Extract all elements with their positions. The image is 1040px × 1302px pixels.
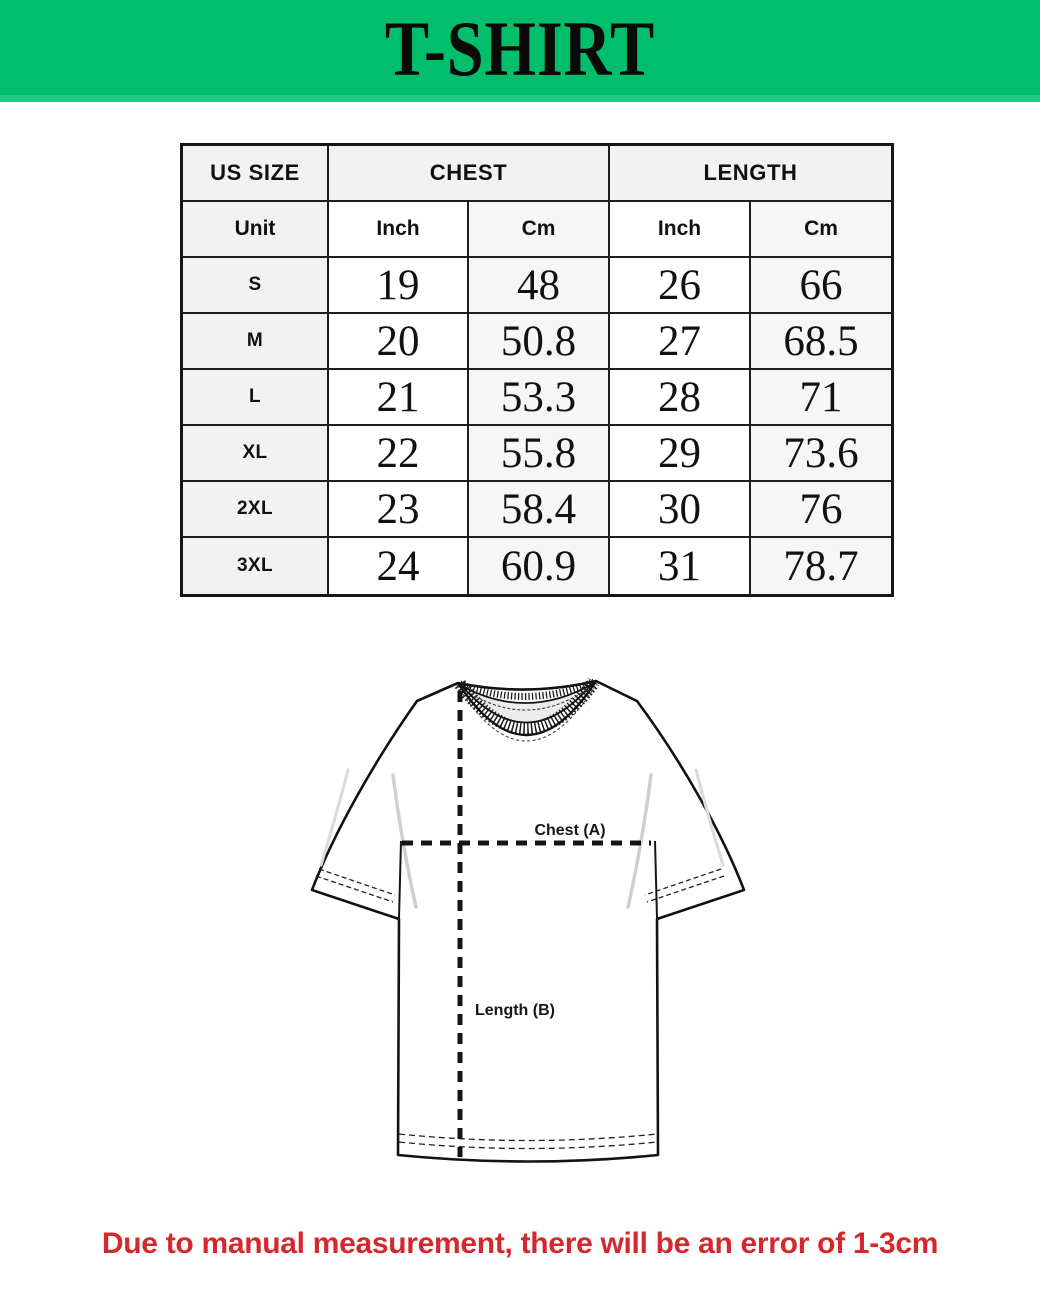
chest-measure-label: Chest (A) <box>534 822 606 839</box>
length-measure-label: Length (B) <box>475 1002 555 1019</box>
length-inch-value: 29 <box>610 426 751 482</box>
page-title: T-SHIRT <box>384 5 656 92</box>
length-cm-value: 68.5 <box>751 314 891 370</box>
chest-cm-value: 53.3 <box>469 370 610 426</box>
tshirt-diagram <box>285 655 755 1185</box>
header-chest: CHEST <box>329 146 610 202</box>
chest-inch-value: 24 <box>329 538 469 594</box>
header-length: LENGTH <box>610 146 891 202</box>
chest-inch-value: 22 <box>329 426 469 482</box>
chest-cm-label: Cm <box>469 202 610 258</box>
chest-cm-value: 55.8 <box>469 426 610 482</box>
size-label: 2XL <box>183 482 329 538</box>
chest-inch-value: 21 <box>329 370 469 426</box>
length-inch-value: 31 <box>610 538 751 594</box>
length-inch-value: 26 <box>610 258 751 314</box>
length-cm-value: 76 <box>751 482 891 538</box>
chest-inch-value: 20 <box>329 314 469 370</box>
size-table <box>180 143 894 597</box>
length-cm-value: 78.7 <box>751 538 891 594</box>
chest-cm-value: 48 <box>469 258 610 314</box>
length-inch-value: 28 <box>610 370 751 426</box>
length-inch-value: 27 <box>610 314 751 370</box>
length-inch-value: 30 <box>610 482 751 538</box>
size-label: 3XL <box>183 538 329 594</box>
size-label: L <box>183 370 329 426</box>
chest-inch-label: Inch <box>329 202 469 258</box>
length-cm-value: 73.6 <box>751 426 891 482</box>
title-banner <box>0 0 1040 102</box>
chest-cm-value: 60.9 <box>469 538 610 594</box>
length-cm-value: 66 <box>751 258 891 314</box>
length-cm-value: 71 <box>751 370 891 426</box>
measurement-disclaimer: Due to manual measurement, there will be an error of 1-3cm <box>101 1227 939 1260</box>
chest-cm-value: 58.4 <box>469 482 610 538</box>
header-us-size: US SIZE <box>183 146 329 202</box>
chest-inch-value: 19 <box>329 258 469 314</box>
size-label: XL <box>183 426 329 482</box>
chest-inch-value: 23 <box>329 482 469 538</box>
chest-cm-value: 50.8 <box>469 314 610 370</box>
size-label: M <box>183 314 329 370</box>
length-cm-label: Cm <box>751 202 891 258</box>
tshirt-outline <box>312 681 744 1162</box>
unit-label: Unit <box>183 202 329 258</box>
size-label: S <box>183 258 329 314</box>
length-inch-label: Inch <box>610 202 751 258</box>
